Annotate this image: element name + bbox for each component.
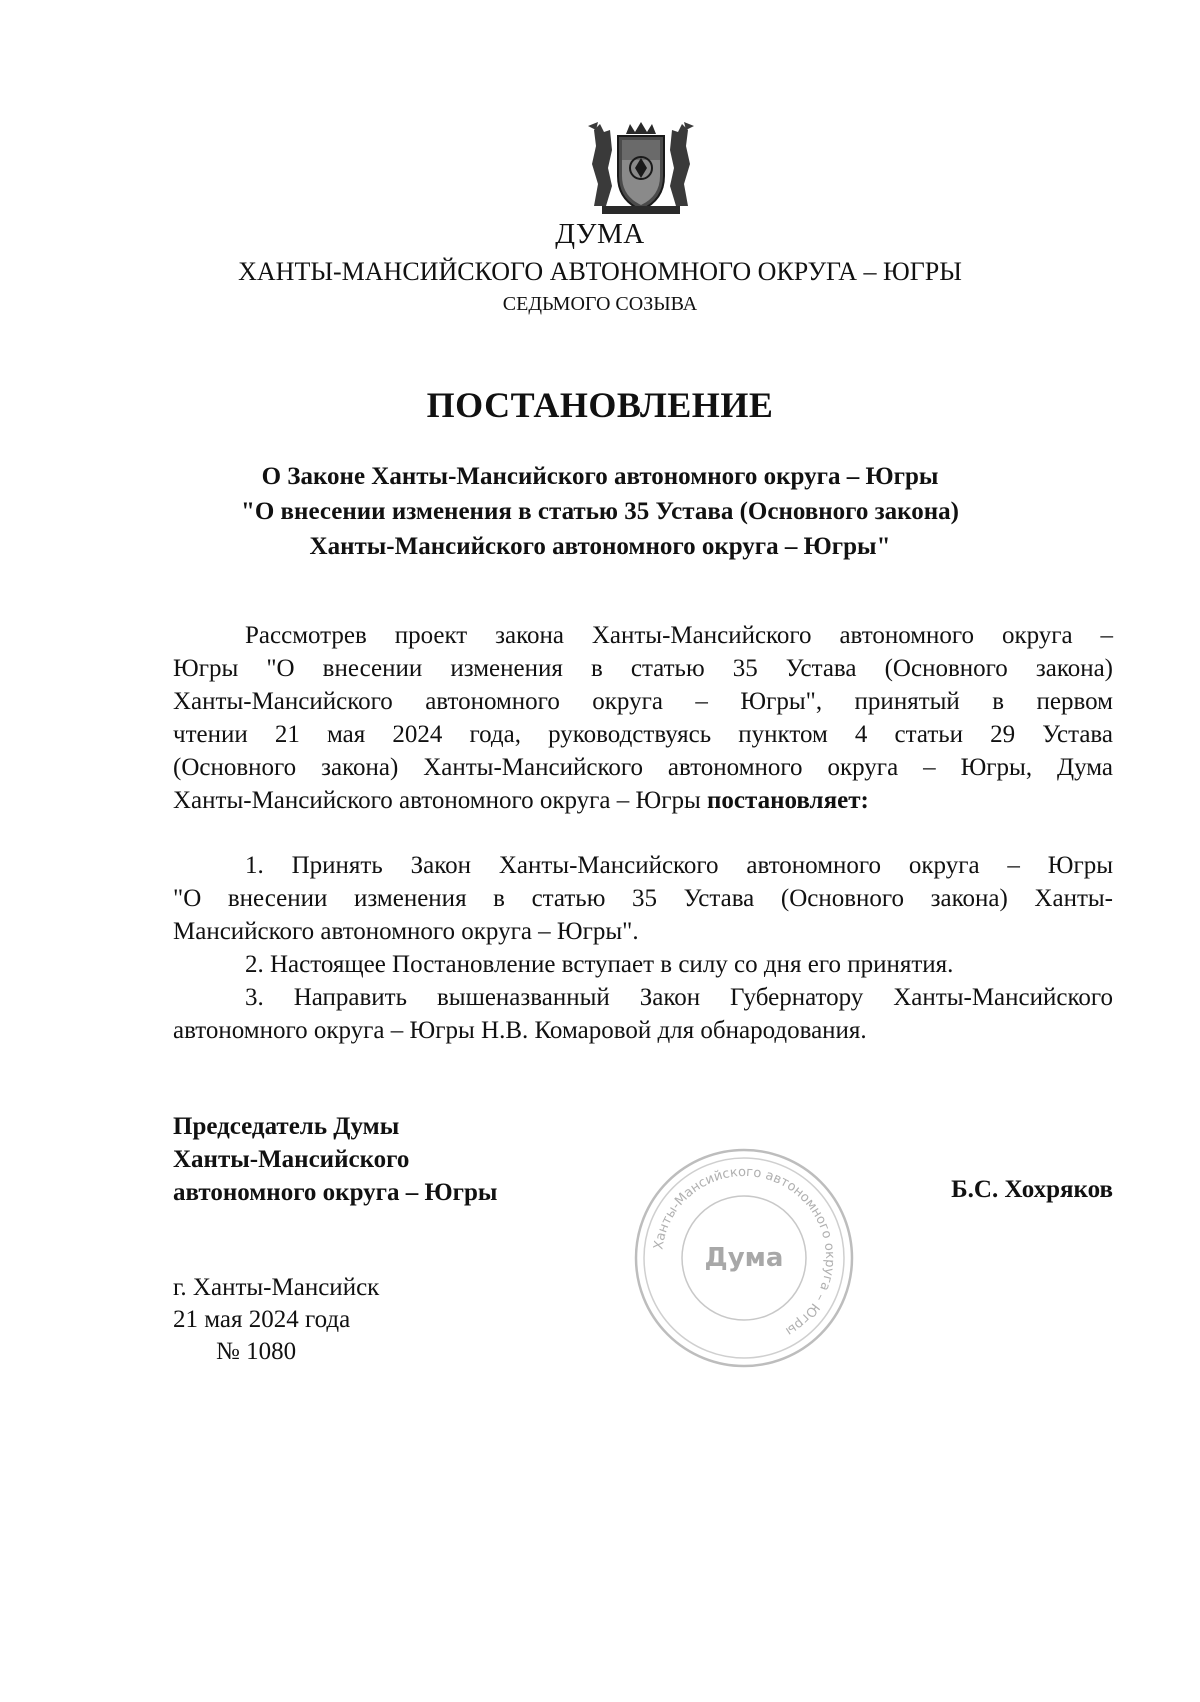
subject-line: О Законе Ханты-Мансийского автономного округа – Югры bbox=[261, 463, 939, 490]
document-subject bbox=[0, 459, 1200, 564]
signer-position bbox=[173, 1110, 497, 1209]
resolution-items bbox=[173, 849, 1113, 1047]
document-meta bbox=[173, 1272, 379, 1368]
signer-position-line: Председатель Думы bbox=[173, 1113, 400, 1140]
preamble-line: Югры "О внесении изменения в статью 35 Устава (Основного закона) bbox=[173, 655, 1113, 682]
date: 21 мая 2024 года bbox=[173, 1306, 351, 1333]
place: г. Ханты-Мансийск bbox=[173, 1274, 380, 1301]
item-3-line: 3. Направить вышеназванный Закон Губернатору Ханты-Мансийского bbox=[245, 984, 1113, 1011]
preamble-last-line bbox=[173, 784, 1113, 817]
item-1-line: 1. Принять Закон Ханты-Мансийского автономного округа – Югры bbox=[245, 852, 1113, 879]
item-1-line: "О внесении изменения в статью 35 Устава (Основного закона) Ханты- bbox=[173, 885, 1113, 912]
preamble-line: Ханты-Мансийского автономного округа – Югры", принятый в первом bbox=[173, 688, 1113, 715]
signer-name: Б.С. Хохряков bbox=[951, 1176, 1113, 1203]
subject-line: Ханты-Мансийского автономного округа – Югры" bbox=[309, 533, 891, 560]
preamble-line: (Основного закона) Ханты-Мансийского автономного округа – Югры, Дума bbox=[173, 754, 1113, 781]
coat-of-arms-emblem bbox=[586, 120, 696, 216]
item-1-line: Мансийского автономного округа – Югры". bbox=[173, 918, 639, 945]
signer-position-line: Ханты-Мансийского bbox=[173, 1146, 410, 1173]
resolves-keyword: постановляет: bbox=[707, 787, 869, 814]
preamble-line: Рассмотрев проект закона Ханты-Мансийского автономного округа – bbox=[245, 622, 1113, 649]
subject-line: "О внесении изменения в статью 35 Устава (Основного закона) bbox=[240, 498, 959, 525]
signer-position-line: автономного округа – Югры bbox=[173, 1179, 498, 1206]
document-type-heading: ПОСТАНОВЛЕНИЕ bbox=[426, 385, 774, 425]
item-2: 2. Настоящее Постановление вступает в силу со дня его принятия. bbox=[245, 951, 954, 978]
stamp-center-text: Дума bbox=[704, 1243, 784, 1273]
item-3-line: автономного округа – Югры Н.В. Комаровой для обнародования. bbox=[173, 1017, 867, 1044]
preamble-line-text: Ханты-Мансийского автономного округа – Югры bbox=[173, 787, 708, 814]
document-number: № 1080 bbox=[216, 1338, 297, 1365]
preamble-paragraph bbox=[173, 619, 1113, 817]
convocation-title: СЕДЬМОГО СОЗЫВА bbox=[502, 293, 698, 315]
stamp-ring-text: Ханты-Мансийского автономного округа – Югры bbox=[651, 1164, 838, 1339]
organization-title: ДУМА bbox=[555, 218, 645, 250]
region-title: ХАНТЫ-МАНСИЙСКОГО АВТОНОМНОГО ОКРУГА – ЮГРЫ bbox=[238, 257, 962, 286]
preamble-line: чтении 21 мая 2024 года, руководствуясь пунктом 4 статьи 29 Устава bbox=[173, 721, 1113, 748]
official-stamp bbox=[632, 1146, 856, 1370]
